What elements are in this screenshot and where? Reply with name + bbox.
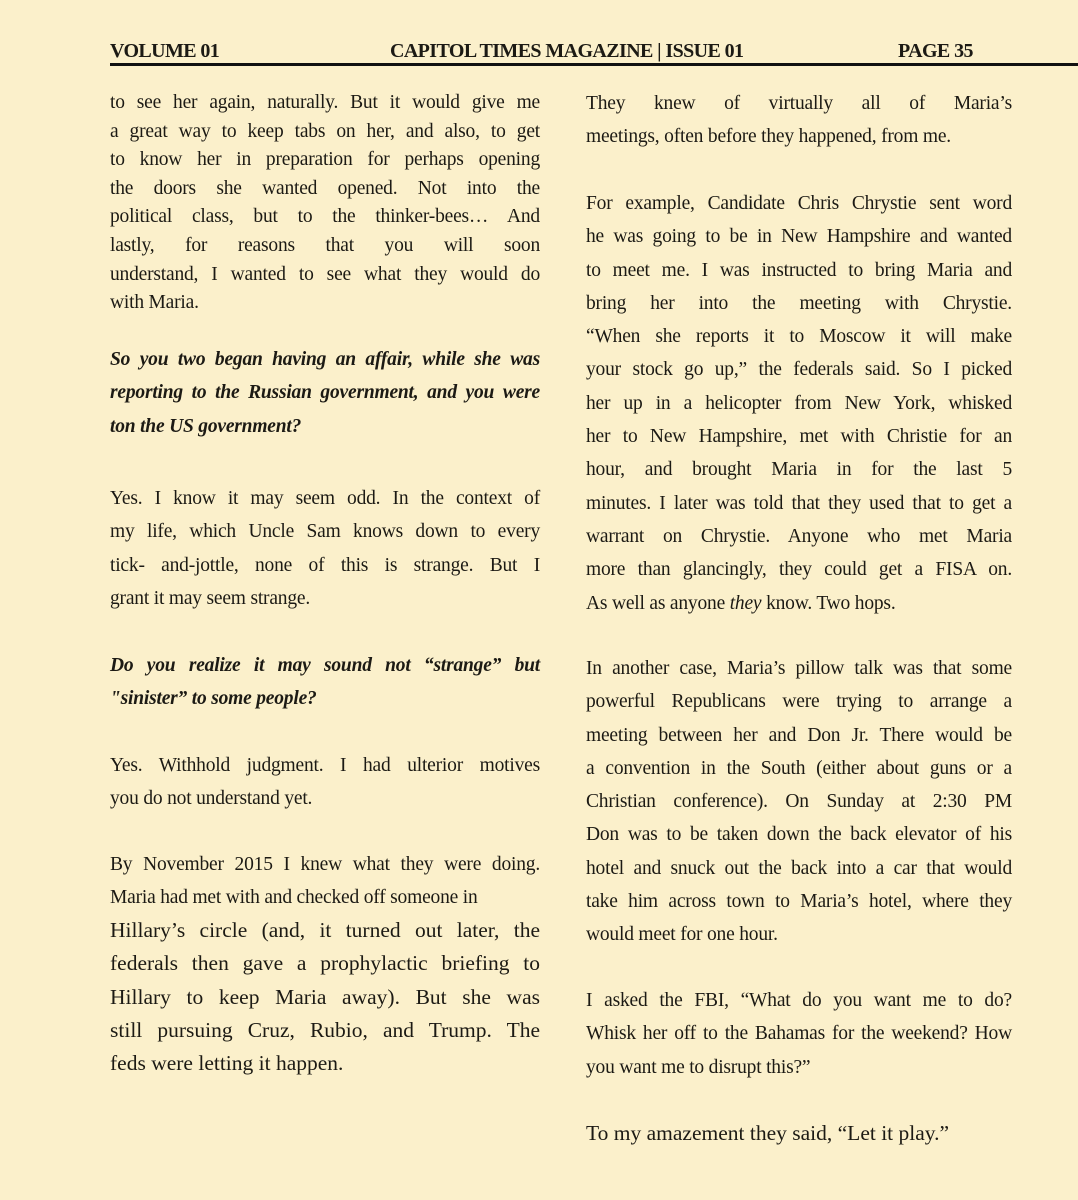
- text-line: reporting to the Russian government, and you were: [110, 382, 540, 404]
- text-line: my life, which Uncle Sam knows down to every: [110, 521, 540, 543]
- text-line: he was going to be in New Hampshire and wanted: [586, 226, 1012, 248]
- text-line: would meet for one hour.: [586, 924, 778, 946]
- paragraph: [586, 87, 1012, 154]
- text-line: For example, Candidate Chris Chrystie sent word: [586, 193, 1012, 214]
- paragraph: [110, 749, 540, 816]
- text-line: minutes. I later was told that they used that to get a: [586, 492, 1012, 514]
- text-line: ton the US government?: [110, 415, 302, 437]
- text-line: feds were letting it happen.: [110, 1051, 344, 1076]
- paragraph: [586, 984, 1012, 1084]
- text-line: the doors she wanted opened. Not into the: [110, 177, 540, 199]
- text-line: political class, but to the thinker-bees… And: [110, 206, 540, 228]
- question: [110, 343, 540, 443]
- text-line: her to New Hampshire, met with Christie for an: [586, 426, 1012, 448]
- text-line: Yes. I know it may seem odd. In the context of: [110, 488, 540, 509]
- text-line: So you two began having an affair, while she was: [110, 349, 540, 370]
- text-line: still pursuing Cruz, Rubio, and Trump. The: [110, 1017, 540, 1042]
- paragraph-continued: [110, 914, 540, 1080]
- text-line: you want me to disrupt this?”: [586, 1056, 811, 1078]
- text-line: with Maria.: [110, 292, 199, 314]
- page-number: PAGE 35: [898, 40, 973, 62]
- text-line: “When she reports it to Moscow it will make: [586, 326, 1012, 348]
- text-line: Don was to be taken down the back elevator of his: [586, 824, 1012, 846]
- header-rule: [110, 63, 1078, 66]
- text-line: I asked the FBI, “What do you want me to do?: [586, 990, 1012, 1011]
- text-line: Christian conference). On Sunday at 2:30 PM: [586, 791, 1012, 813]
- text-line: her up in a helicopter from New York, whisked: [586, 392, 1012, 414]
- text-line: hotel and snuck out the back into a car that would: [586, 857, 1012, 879]
- text-line: meeting between her and Don Jr. There would be: [586, 724, 1012, 746]
- paragraph: [110, 482, 540, 615]
- text-line: to see her again, naturally. But it would give me: [110, 92, 540, 113]
- text-line: bring her into the meeting with Chrystie.: [586, 292, 1012, 314]
- paragraph: [110, 89, 540, 318]
- text-line: In another case, Maria’s pillow talk was that some: [586, 658, 1012, 679]
- text-line: more than glancingly, they could get a FISA on.: [586, 559, 1012, 581]
- text-line: powerful Republicans were trying to arrange a: [586, 691, 1012, 713]
- question: [110, 649, 540, 716]
- text-line: grant it may seem strange.: [110, 587, 311, 609]
- text-line: Hillary to keep Maria away). But she was: [110, 984, 540, 1009]
- paragraph: [586, 1117, 1012, 1150]
- text-line: They knew of virtually all of Maria’s: [586, 93, 1012, 114]
- text-line: warrant on Chrystie. Anyone who met Maria: [586, 525, 1012, 547]
- text-line: By November 2015 I knew what they were doing.: [110, 854, 540, 875]
- text-line: meetings, often before they happened, from me.: [586, 126, 951, 148]
- text-line: Yes. Withhold judgment. I had ulterior motives: [110, 755, 540, 776]
- text-line: lastly, for reasons that you will soon: [110, 234, 540, 256]
- text-line: tick- and-jottle, none of this is strange. But I: [110, 554, 540, 576]
- text-line: To my amazement they said, “Let it play.”: [586, 1121, 950, 1145]
- text-line: As well as anyone they know. Two hops.: [586, 592, 896, 614]
- text-line: take him across town to Maria’s hotel, where they: [586, 891, 1012, 913]
- text-line: you do not understand yet.: [110, 788, 313, 810]
- text-line: "sinister” to some people?: [110, 688, 317, 710]
- paragraph: [586, 187, 1012, 620]
- paragraph: [110, 848, 540, 915]
- text-line: Maria had met with and checked off someone in: [110, 887, 478, 909]
- text-line: a convention in the South (either about guns or a: [586, 757, 1012, 779]
- text-line: to know her in preparation for perhaps opening: [110, 149, 540, 171]
- text-line: a great way to keep tabs on her, and also, to get: [110, 120, 540, 142]
- text-line: understand, I wanted to see what they would do: [110, 263, 540, 285]
- volume-label: VOLUME 01: [110, 40, 220, 62]
- text-line: Whisk her off to the Bahamas for the weekend? How: [586, 1023, 1012, 1045]
- text-line: hour, and brought Maria in for the last 5: [586, 459, 1012, 481]
- text-line: Hillary’s circle (and, it turned out later, the: [110, 918, 540, 942]
- text-line: to meet me. I was instructed to bring Maria and: [586, 259, 1012, 281]
- text-line: Do you realize it may sound not “strange” but: [110, 655, 540, 676]
- text-line: your stock go up,” the federals said. So I picked: [586, 359, 1012, 381]
- text-line: federals then gave a prophylactic briefing to: [110, 951, 540, 976]
- magazine-title: CAPITOL TIMES MAGAZINE | ISSUE 01: [390, 40, 744, 62]
- paragraph: [586, 652, 1012, 952]
